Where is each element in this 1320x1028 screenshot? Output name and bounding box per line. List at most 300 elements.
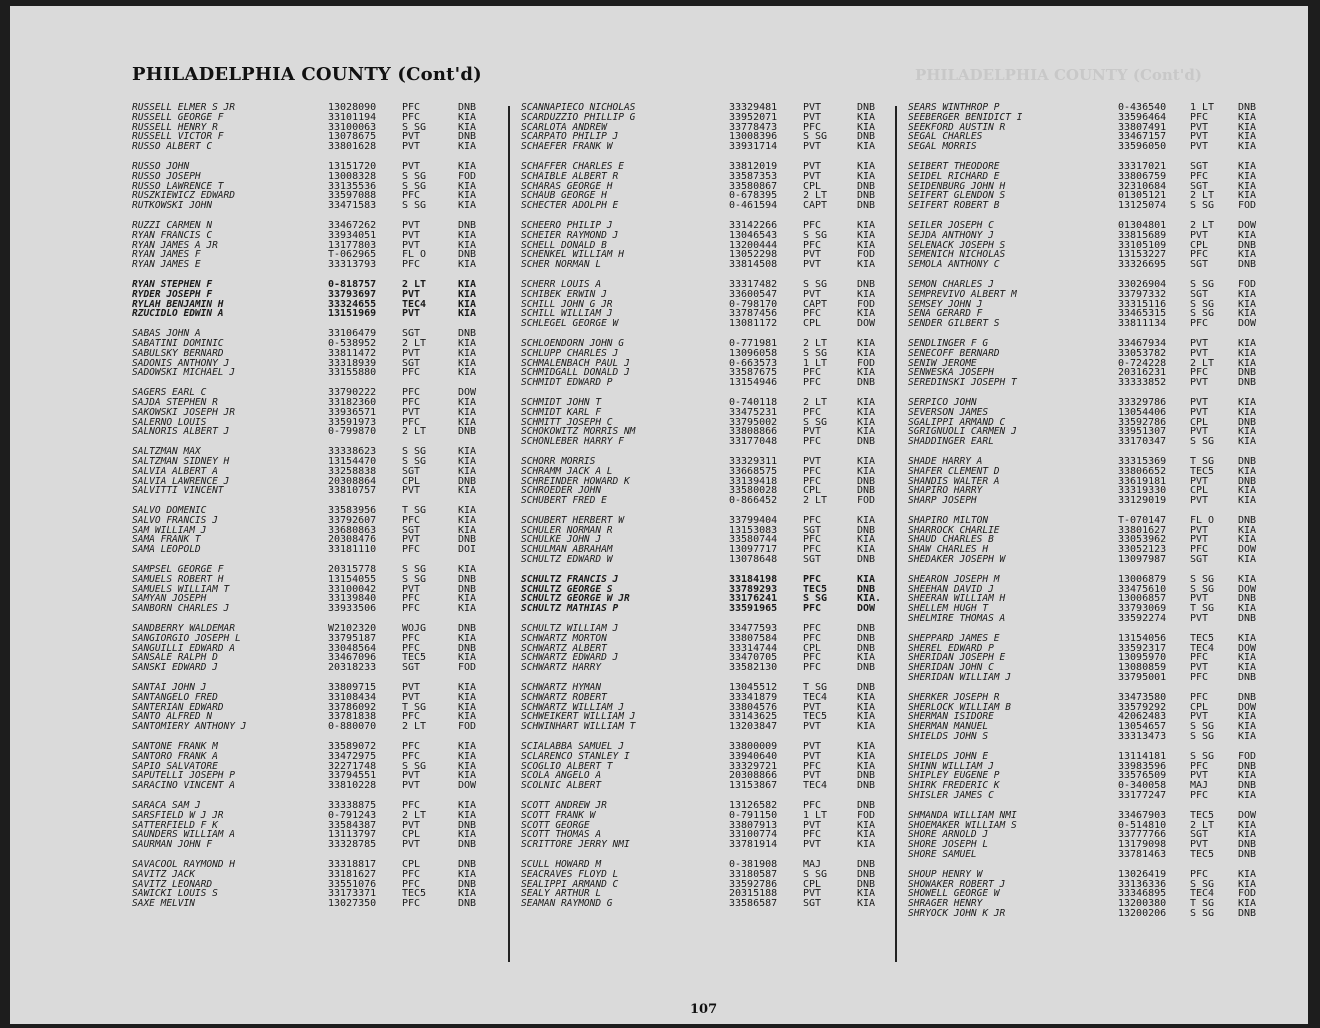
name: SALVIA ALBERT A bbox=[132, 465, 218, 477]
serial-number: 13151720 bbox=[328, 160, 377, 172]
serial-number: 33329786 bbox=[1118, 396, 1167, 408]
name: SHARP JOSEPH bbox=[908, 495, 977, 507]
serial-number: 33177247 bbox=[1118, 790, 1167, 802]
status: KIA bbox=[458, 141, 477, 153]
serial-number: 33329721 bbox=[729, 760, 778, 772]
status: KIA bbox=[1238, 524, 1257, 536]
rank: CPL bbox=[402, 475, 421, 487]
casualty-entry bbox=[132, 309, 502, 319]
serial-number: 33790222 bbox=[328, 387, 377, 399]
name: SAGERS EARL C bbox=[132, 387, 207, 399]
serial-number: 13125074 bbox=[1118, 200, 1167, 212]
name: SHAUD CHARLES B bbox=[908, 534, 994, 546]
serial-number: 33467157 bbox=[1118, 131, 1167, 143]
serial-number: 32271748 bbox=[328, 760, 377, 772]
status: DNB bbox=[458, 131, 477, 143]
serial-number: 13008328 bbox=[328, 170, 377, 182]
entry-group bbox=[132, 742, 502, 791]
status: DNB bbox=[857, 878, 876, 890]
name: SENDLINGER F G bbox=[908, 337, 989, 349]
serial-number: 33781838 bbox=[328, 711, 377, 723]
rank: SGT bbox=[803, 898, 822, 910]
casualty-entry bbox=[521, 437, 893, 447]
serial-number: 13097987 bbox=[1118, 554, 1167, 566]
status: DOW bbox=[1238, 642, 1257, 654]
casualty-entry bbox=[908, 614, 1278, 624]
rank: PVT bbox=[402, 682, 421, 694]
name: SHORE SAMUEL bbox=[908, 849, 977, 860]
status: KIA bbox=[857, 337, 876, 349]
status: KIA bbox=[857, 898, 876, 910]
rank: S SG bbox=[1190, 907, 1215, 919]
status: DNB bbox=[1238, 839, 1257, 851]
casualty-entry bbox=[132, 545, 502, 555]
name: SHERIDAN JOSEPH E bbox=[908, 652, 1006, 664]
serial-number: 13096058 bbox=[729, 347, 778, 359]
rank: PVT bbox=[402, 691, 421, 703]
name: SEIFERT GLENDON S bbox=[908, 190, 1006, 202]
casualty-entry bbox=[521, 781, 893, 791]
name: SCLARENCO STANLEY I bbox=[521, 750, 630, 762]
rank: S SG bbox=[402, 564, 427, 576]
name: SCHMIDT EDWARD P bbox=[521, 377, 613, 389]
rank: TEC4 bbox=[803, 691, 828, 703]
status: KIA bbox=[857, 455, 876, 467]
rank: FL O bbox=[1190, 514, 1215, 526]
rank: TEC4 bbox=[402, 298, 427, 310]
name: RZUCIDLO EDWIN A bbox=[132, 308, 224, 320]
name: SABATINI DOMINIC bbox=[132, 337, 224, 349]
name: SATTERFIELD F K bbox=[132, 819, 218, 831]
name: SHADE HARRY A bbox=[908, 455, 983, 467]
serial-number: 33319330 bbox=[1118, 485, 1167, 497]
rank: T SG bbox=[1190, 603, 1215, 615]
serial-number: 33317482 bbox=[729, 278, 778, 290]
serial-number: 0-740118 bbox=[729, 396, 778, 408]
name: SANTERIAN EDWARD bbox=[132, 701, 224, 713]
name: SEAMAN RAYMOND G bbox=[521, 898, 613, 910]
status: KIA bbox=[1238, 721, 1257, 733]
rank: PFC bbox=[402, 800, 421, 812]
serial-number: 33143625 bbox=[729, 711, 778, 723]
rank: PVT bbox=[803, 259, 822, 271]
entry-group bbox=[521, 683, 893, 732]
status: KIA bbox=[857, 711, 876, 723]
rank: S SG bbox=[402, 455, 427, 467]
status: KIA bbox=[458, 121, 477, 133]
status: KIA bbox=[458, 505, 477, 517]
rank: PVT bbox=[803, 750, 822, 762]
name: SENIW JEROME bbox=[908, 357, 977, 369]
status: DNB bbox=[857, 180, 876, 192]
rank: 2 LT bbox=[1190, 357, 1215, 369]
rank: S SG bbox=[1190, 436, 1215, 448]
status: DNB bbox=[458, 102, 477, 113]
status: DNB bbox=[1238, 239, 1257, 251]
status: KIA bbox=[458, 259, 477, 271]
rank: PFC bbox=[402, 603, 421, 615]
serial-number: 33182360 bbox=[328, 396, 377, 408]
name: SCHMITT JOSEPH C bbox=[521, 416, 613, 428]
status: KIA bbox=[857, 514, 876, 526]
serial-number: 13200444 bbox=[729, 239, 778, 251]
status: KIA bbox=[458, 652, 477, 664]
status: KIA bbox=[458, 682, 477, 694]
status: DNB bbox=[1238, 102, 1257, 113]
name: RUSSO LAWRENCE T bbox=[132, 180, 224, 192]
serial-number: 33317021 bbox=[1118, 160, 1167, 172]
serial-number: 33592274 bbox=[1118, 613, 1167, 625]
serial-number: 33792607 bbox=[328, 514, 377, 526]
serial-number: 33048564 bbox=[328, 642, 377, 654]
rank: PFC bbox=[803, 544, 822, 556]
name: SANTOMIERY ANTHONY J bbox=[132, 721, 247, 733]
rank: PVT bbox=[402, 131, 421, 143]
serial-number: T-070147 bbox=[1118, 514, 1167, 526]
serial-number: 33472975 bbox=[328, 750, 377, 762]
name: SCHULTZ EDWARD W bbox=[521, 554, 613, 566]
name: SHINN WILLIAM J bbox=[908, 760, 994, 772]
status: FOD bbox=[1238, 750, 1257, 762]
rank: S SG bbox=[402, 180, 427, 192]
rank: PVT bbox=[803, 741, 822, 753]
name: SHORE JOSEPH L bbox=[908, 839, 989, 851]
name: SCOGLIO ALBERT T bbox=[521, 760, 613, 772]
casualty-entry bbox=[908, 496, 1278, 506]
serial-number: 33806652 bbox=[1118, 465, 1167, 477]
status: FOD bbox=[857, 298, 876, 310]
name: SALVO DOMENIC bbox=[132, 505, 207, 517]
rank: PFC bbox=[803, 534, 822, 546]
serial-number: 13179098 bbox=[1118, 839, 1167, 851]
serial-number: 13177803 bbox=[328, 239, 377, 251]
status: KIA bbox=[1238, 603, 1257, 615]
page-number: 107 bbox=[690, 1002, 718, 1017]
rank: TEC4 bbox=[803, 780, 828, 792]
name: SHRYOCK JOHN K JR bbox=[908, 907, 1006, 919]
casualty-entry bbox=[521, 260, 893, 270]
serial-number: 33324655 bbox=[328, 298, 377, 310]
rank: TEC5 bbox=[1190, 809, 1215, 821]
serial-number: 33807491 bbox=[1118, 121, 1167, 133]
entry-group bbox=[908, 516, 1278, 565]
name: RUSSELL ELMER S JR bbox=[132, 102, 235, 113]
serial-number: 33315116 bbox=[1118, 298, 1167, 310]
serial-number: 33135536 bbox=[328, 180, 377, 192]
rank: PFC bbox=[1190, 170, 1209, 182]
casualty-entry bbox=[521, 555, 893, 565]
status: DNB bbox=[857, 200, 876, 212]
name: SEIBERT THEODORE bbox=[908, 160, 1000, 172]
status: KIA bbox=[458, 446, 477, 458]
name: SHANDIS WALTER A bbox=[908, 475, 1000, 487]
status: KIA bbox=[458, 593, 477, 605]
name: SEGAL MORRIS bbox=[908, 141, 977, 153]
rank: PVT bbox=[1190, 406, 1209, 418]
status: DNB bbox=[458, 878, 477, 890]
name: SEJDA ANTHONY J bbox=[908, 229, 994, 241]
rank: PFC bbox=[803, 829, 822, 841]
name: SHOWAKER ROBERT J bbox=[908, 878, 1006, 890]
name: SCHULTZ FRANCIS J bbox=[521, 573, 619, 585]
entry-group bbox=[132, 103, 502, 152]
rank: SGT bbox=[1190, 160, 1209, 172]
serial-number: 33142266 bbox=[729, 219, 778, 231]
rank: PVT bbox=[402, 219, 421, 231]
serial-number: 33139840 bbox=[328, 593, 377, 605]
rank: PFC bbox=[1190, 318, 1209, 330]
serial-number: 13078648 bbox=[729, 554, 778, 566]
name: SCHENKEL WILLIAM H bbox=[521, 249, 624, 261]
name: SHAFER CLEMENT D bbox=[908, 465, 1000, 477]
serial-number: 20315188 bbox=[729, 888, 778, 900]
status: KIA bbox=[857, 741, 876, 753]
serial-number: 13203847 bbox=[729, 721, 778, 733]
rank: PFC bbox=[803, 219, 822, 231]
name: SARSFIELD W J JR bbox=[132, 809, 224, 821]
casualty-entry bbox=[521, 663, 893, 673]
serial-number: 33139418 bbox=[729, 475, 778, 487]
rank: S SG bbox=[803, 229, 828, 241]
serial-number: 33668575 bbox=[729, 465, 778, 477]
rank: PVT bbox=[402, 406, 421, 418]
status: KIA bbox=[458, 337, 477, 349]
serial-number: 33184198 bbox=[729, 573, 778, 585]
serial-number: 33596050 bbox=[1118, 141, 1167, 153]
rank: PVT bbox=[402, 770, 421, 782]
casualty-entry bbox=[908, 673, 1278, 683]
name: SCARPATO PHILIP J bbox=[521, 131, 619, 143]
serial-number: 33583956 bbox=[328, 505, 377, 517]
name: SEALIPPI ARMAND C bbox=[521, 878, 619, 890]
rank: PFC bbox=[803, 800, 822, 812]
rank: PFC bbox=[1190, 868, 1209, 880]
serial-number: 13046543 bbox=[729, 229, 778, 241]
name: SCARDUZZIO PHILLIP G bbox=[521, 111, 636, 123]
rank: PVT bbox=[803, 819, 822, 831]
status: DNB bbox=[857, 377, 876, 389]
rank: PFC bbox=[803, 573, 822, 585]
name: RUSSELL HENRY R bbox=[132, 121, 218, 133]
status: KIA bbox=[857, 239, 876, 251]
status: KIA bbox=[857, 416, 876, 428]
rank: SGT bbox=[1190, 554, 1209, 566]
status: KIA bbox=[857, 839, 876, 851]
status: KIA bbox=[857, 308, 876, 320]
rank: PFC bbox=[402, 190, 421, 202]
status: KIA bbox=[1238, 111, 1257, 123]
entry-group bbox=[132, 801, 502, 850]
serial-number: 33473580 bbox=[1118, 691, 1167, 703]
serial-number: 33810228 bbox=[328, 780, 377, 792]
serial-number: 33551076 bbox=[328, 878, 377, 890]
name: SAPIO SALVATORE bbox=[132, 760, 218, 772]
rank: PVT bbox=[402, 141, 421, 153]
status: DNB bbox=[458, 623, 477, 635]
name: RUSSELL GEORGE F bbox=[132, 111, 224, 123]
name: SHIELDS JOHN S bbox=[908, 731, 989, 743]
rank: SGT bbox=[402, 662, 421, 674]
rank: PFC bbox=[803, 377, 822, 389]
status: KIA bbox=[857, 701, 876, 713]
status: DNB bbox=[857, 780, 876, 792]
serial-number: 33809715 bbox=[328, 682, 377, 694]
rank: SGT bbox=[803, 524, 822, 536]
rank: PVT bbox=[402, 229, 421, 241]
name: SANTO ALFRED N bbox=[132, 711, 213, 723]
name: SEALY ARTHUR L bbox=[521, 888, 602, 900]
rank: S SG bbox=[803, 593, 828, 605]
name: SGRIGNUOLI CARMEN J bbox=[908, 426, 1017, 438]
status: DNB bbox=[1238, 475, 1257, 487]
rank: PFC bbox=[402, 111, 421, 123]
serial-number: 33797332 bbox=[1118, 288, 1167, 300]
name: SHELLEM HUGH T bbox=[908, 603, 989, 615]
name: SANSKI EDWARD J bbox=[132, 662, 218, 674]
serial-number: 33801628 bbox=[328, 141, 377, 153]
casualty-entry bbox=[908, 378, 1278, 388]
name: SHMANDA WILLIAM NMI bbox=[908, 809, 1017, 821]
rank: S SG bbox=[1190, 573, 1215, 585]
serial-number: 33600547 bbox=[729, 288, 778, 300]
name: SCHEERO PHILIP J bbox=[521, 219, 613, 231]
rank: PFC bbox=[402, 898, 421, 910]
name: SCHWARTZ HARRY bbox=[521, 662, 602, 674]
rank: PFC bbox=[402, 878, 421, 890]
serial-number: 33173371 bbox=[328, 888, 377, 900]
name: SEMOLA ANTHONY C bbox=[908, 259, 1000, 271]
status: KIA bbox=[1238, 229, 1257, 241]
casualty-entry bbox=[521, 319, 893, 329]
status: DNB bbox=[1238, 593, 1257, 605]
status: KIA bbox=[1238, 632, 1257, 644]
rank: PFC bbox=[402, 642, 421, 654]
serial-number: 20308864 bbox=[328, 475, 377, 487]
rank: PFC bbox=[402, 632, 421, 644]
status: DNB bbox=[458, 573, 477, 585]
status: KIA bbox=[458, 416, 477, 428]
name: RUSSO JOSEPH bbox=[132, 170, 201, 182]
status: DOW bbox=[1238, 219, 1257, 231]
status: DNB bbox=[857, 770, 876, 782]
name: SCHULTZ WILLIAM J bbox=[521, 623, 619, 635]
name: RYAN JAMES E bbox=[132, 259, 201, 271]
status: KIA bbox=[857, 721, 876, 733]
status: KIA. bbox=[857, 593, 882, 605]
serial-number: 33592786 bbox=[1118, 416, 1167, 428]
rank: PVT bbox=[803, 426, 822, 438]
status: KIA bbox=[857, 121, 876, 133]
status: KIA bbox=[458, 298, 477, 310]
name: SCANNAPIECO NICHOLAS bbox=[521, 102, 636, 113]
status: KIA bbox=[1238, 190, 1257, 202]
status: KIA bbox=[1238, 495, 1257, 507]
name: SCHWARTZ MORTON bbox=[521, 632, 607, 644]
rank: PFC bbox=[803, 465, 822, 477]
name: SEMON CHARLES J bbox=[908, 278, 994, 290]
roster-column-1 bbox=[132, 103, 502, 919]
status: KIA bbox=[1238, 298, 1257, 310]
serial-number: 01304801 bbox=[1118, 219, 1167, 231]
status: KIA bbox=[857, 229, 876, 241]
entry-group bbox=[132, 447, 502, 496]
name: SAMYAN JOSEPH bbox=[132, 593, 207, 605]
status: KIA bbox=[1238, 485, 1257, 497]
entry-group bbox=[908, 752, 1278, 801]
serial-number: 33940640 bbox=[729, 750, 778, 762]
serial-number: 33811472 bbox=[328, 347, 377, 359]
status: KIA bbox=[458, 603, 477, 615]
rank: TEC5 bbox=[402, 652, 427, 664]
status: KIA bbox=[458, 357, 477, 369]
serial-number: 33591973 bbox=[328, 416, 377, 428]
name: SCHMIDT KARL F bbox=[521, 406, 602, 418]
status: KIA bbox=[857, 544, 876, 556]
name: SEIDENBURG JOHN H bbox=[908, 180, 1006, 192]
casualty-entry bbox=[908, 850, 1278, 860]
serial-number: 33467903 bbox=[1118, 809, 1167, 821]
name: SHARROCK CHARLIE bbox=[908, 524, 1000, 536]
serial-number: 33105109 bbox=[1118, 239, 1167, 251]
name: SCHWEIKERT WILLIAM J bbox=[521, 711, 636, 723]
rank: PFC bbox=[402, 741, 421, 753]
status: KIA bbox=[458, 741, 477, 753]
serial-number: 20308476 bbox=[328, 534, 377, 546]
serial-number: 13154055 bbox=[328, 573, 377, 585]
name: SAVITZ JACK bbox=[132, 868, 195, 880]
name: SCHWARTZ HYMAN bbox=[521, 682, 602, 694]
rank: CPL bbox=[1190, 239, 1209, 251]
name: SCRITTORE JERRY NMI bbox=[521, 839, 630, 851]
status: KIA bbox=[458, 524, 477, 536]
serial-number: 13114181 bbox=[1118, 750, 1167, 762]
serial-number: 0-798170 bbox=[729, 298, 778, 310]
status: KIA bbox=[1238, 170, 1257, 182]
serial-number: 33786092 bbox=[328, 701, 377, 713]
status: KIA bbox=[857, 347, 876, 359]
serial-number: 33580744 bbox=[729, 534, 778, 546]
rank: TEC5 bbox=[1190, 465, 1215, 477]
serial-number: T-062965 bbox=[328, 249, 377, 261]
status: KIA bbox=[857, 829, 876, 841]
rank: PVT bbox=[803, 455, 822, 467]
rank: S SG bbox=[402, 170, 427, 182]
status: KIA bbox=[1238, 711, 1257, 723]
serial-number: 33793697 bbox=[328, 288, 377, 300]
rank: WOJG bbox=[402, 623, 427, 635]
rank: T SG bbox=[402, 505, 427, 517]
serial-number: 33777766 bbox=[1118, 829, 1167, 841]
name: SAXE MELVIN bbox=[132, 898, 195, 910]
serial-number: 13006857 bbox=[1118, 593, 1167, 605]
status: KIA bbox=[857, 396, 876, 408]
rank: FL O bbox=[402, 249, 427, 261]
name: SALVITTI VINCENT bbox=[132, 485, 224, 497]
rank: T SG bbox=[803, 682, 828, 694]
bleed-through-title: PHILADELPHIA COUNTY (Cont'd) bbox=[915, 66, 1202, 84]
name: SCHARAS GEORGE H bbox=[521, 180, 613, 192]
rank: S SG bbox=[1190, 750, 1215, 762]
casualty-entry bbox=[908, 555, 1278, 565]
rank: PVT bbox=[1190, 377, 1209, 389]
serial-number: 33936571 bbox=[328, 406, 377, 418]
rank: PVT bbox=[1190, 229, 1209, 241]
name: RYAN JAMES F bbox=[132, 249, 201, 261]
rank: S SG bbox=[803, 416, 828, 428]
rank: PFC bbox=[803, 367, 822, 379]
rank: 2 LT bbox=[803, 396, 828, 408]
serial-number: 33814508 bbox=[729, 259, 778, 271]
